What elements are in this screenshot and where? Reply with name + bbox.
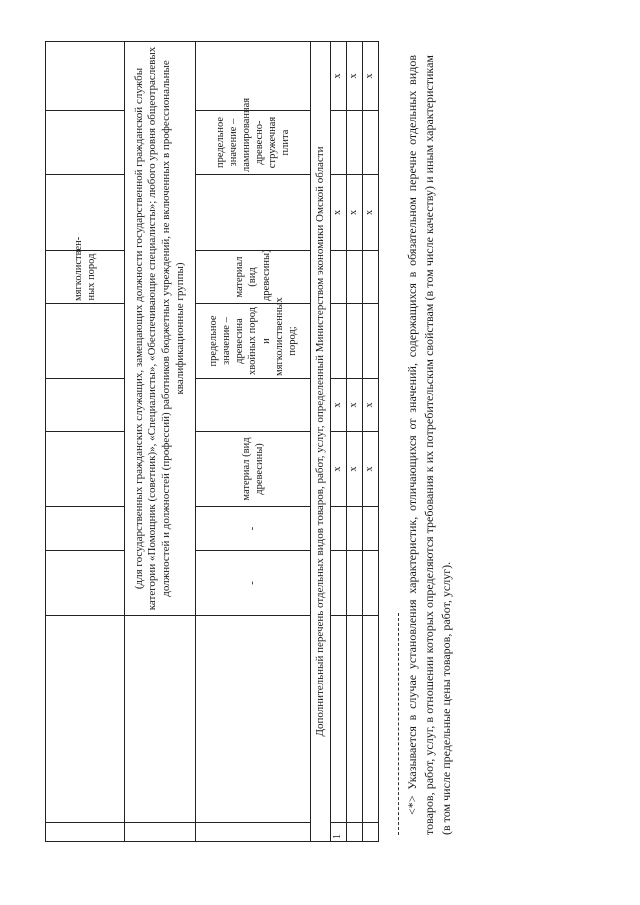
dash-cell: - xyxy=(196,551,311,616)
requirements-table xyxy=(45,41,379,842)
table-cell xyxy=(125,616,196,823)
x-mark-cell: x xyxy=(363,42,379,111)
limit-board-cell: предельное значение – ламинированная древесно-стружечная плита xyxy=(196,111,311,175)
table-cell xyxy=(331,251,347,304)
table-cell xyxy=(46,42,125,111)
table-row xyxy=(363,42,379,842)
table-cell xyxy=(331,304,347,379)
table-cell xyxy=(347,251,363,304)
employee-group-note: (для государственных гражданских служащих, замещающих должности государственной гражданской службы категории «Помощник (советник)», «Специалисты», «Обеспечивающие специалисты»; любого уровня общеотраслевых должностей и должностей (профессий) работников бюджетных учреждений, не включенных в профессиональные квалификационные группы) xyxy=(125,42,196,616)
table-cell xyxy=(46,304,125,379)
x-mark-cell: x xyxy=(347,42,363,111)
table-row xyxy=(311,42,331,842)
table-row xyxy=(125,42,196,842)
table-cell xyxy=(363,507,379,551)
table-cell xyxy=(331,111,347,175)
x-mark-cell: x xyxy=(347,175,363,251)
table-cell xyxy=(347,551,363,616)
table-cell xyxy=(46,175,125,251)
table-cell xyxy=(196,379,311,432)
table-row xyxy=(331,42,347,842)
table-cell xyxy=(363,616,379,823)
footnote-text: <*> Указывается в случае установления характеристик, отличающихся от значений, содержащихся в обязательном перечне отдельных видов товаров, работ, услуг, в отношении которых определяются требования к их потребительским свойствам (в том числе качеству) и иным характеристикам (в том числе предельные цены товаров, работ, услуг). xyxy=(405,55,453,835)
table-cell xyxy=(196,175,311,251)
row-number-cell: 1 xyxy=(331,823,347,842)
table-cell xyxy=(196,42,311,111)
x-mark-cell: x xyxy=(331,42,347,111)
dash-cell: - xyxy=(196,507,311,551)
table-row xyxy=(46,42,125,842)
table-cell xyxy=(347,507,363,551)
material-label-cell: материал (вид древесины) xyxy=(196,251,311,304)
material-label-cell: материал (вид древесины) xyxy=(196,432,311,507)
table-cell xyxy=(46,551,125,616)
x-mark-cell: x xyxy=(363,175,379,251)
table-cell xyxy=(347,616,363,823)
x-mark-cell: x xyxy=(331,175,347,251)
table-row xyxy=(347,42,363,842)
table-cell xyxy=(125,823,196,842)
table-cell xyxy=(347,304,363,379)
x-mark-cell: x xyxy=(347,379,363,432)
x-mark-cell: x xyxy=(331,379,347,432)
table-cell xyxy=(46,111,125,175)
table-cell xyxy=(196,616,311,823)
x-mark-cell: x xyxy=(331,432,347,507)
table-cell xyxy=(347,111,363,175)
table-cell xyxy=(46,379,125,432)
table-cell xyxy=(46,432,125,507)
table-cell xyxy=(363,551,379,616)
table-cell xyxy=(347,823,363,842)
x-mark-cell: x xyxy=(363,432,379,507)
table-row xyxy=(196,42,311,842)
table-cell xyxy=(331,616,347,823)
table-cell xyxy=(46,616,125,823)
table-cell xyxy=(363,823,379,842)
table-cell xyxy=(196,823,311,842)
table-cell xyxy=(363,111,379,175)
table-cell xyxy=(46,507,125,551)
softwood-cell: мягколиствен-ных пород xyxy=(46,251,125,304)
table-cell xyxy=(363,251,379,304)
table-cell xyxy=(331,551,347,616)
x-mark-cell: x xyxy=(347,432,363,507)
table-cell xyxy=(331,507,347,551)
x-mark-cell: x xyxy=(363,379,379,432)
footnote-separator xyxy=(398,613,399,835)
table-cell xyxy=(46,823,125,842)
table-cell xyxy=(363,304,379,379)
additional-list-heading: Дополнительный перечень отдельных видов товаров, работ, услуг, определенный Министерством экономики Омской области xyxy=(311,42,331,842)
limit-wood-cell: предельное значение – древесина хвойных пород и мягколиственных пород; xyxy=(196,304,311,379)
